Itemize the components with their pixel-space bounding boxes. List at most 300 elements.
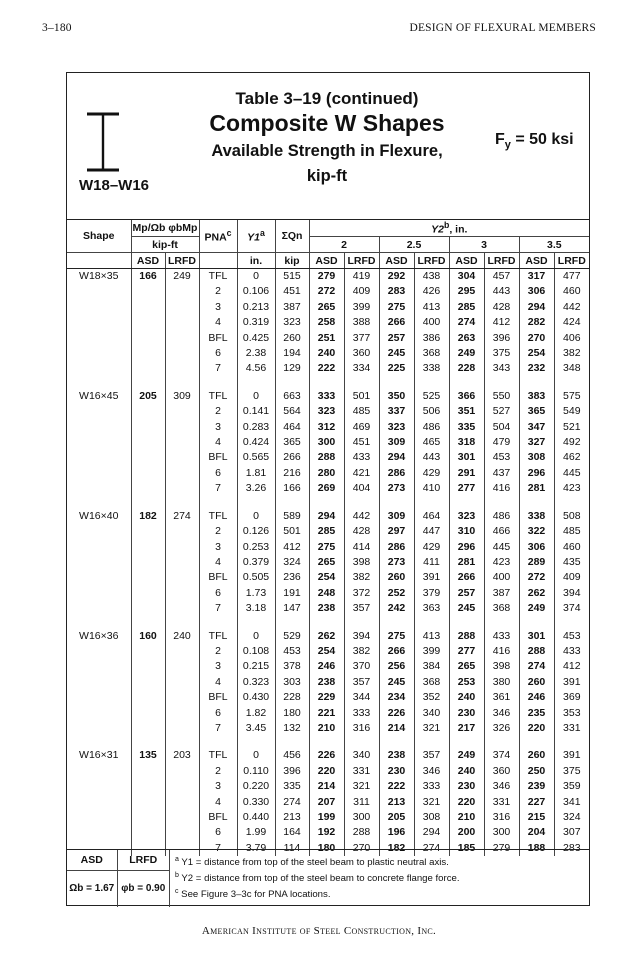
lrfd-value-cell: 428 <box>484 300 519 315</box>
y1-cell: 0.319 <box>237 315 275 330</box>
sumq-cell: 266 <box>275 450 309 465</box>
mp-asd-cell <box>131 779 165 794</box>
lrfd-value-cell: 485 <box>344 404 379 419</box>
asd-value-cell: 297 <box>379 524 414 539</box>
lrfd-value-cell: 443 <box>414 450 449 465</box>
sumq-cell: 132 <box>275 721 309 736</box>
shape-cell: W16×45 <box>79 389 119 402</box>
asd-value-cell: 230 <box>379 764 414 779</box>
mp-asd-cell <box>131 764 165 779</box>
sumq-cell: 216 <box>275 466 309 481</box>
shape-cell <box>67 810 131 825</box>
asd-value-cell: 350 <box>379 389 414 404</box>
y1-cell: 0.141 <box>237 404 275 419</box>
sumq-cell: 166 <box>275 481 309 496</box>
kip-header: kip <box>275 253 309 269</box>
table-row <box>67 435 589 450</box>
asd-value-cell: 222 <box>379 779 414 794</box>
mp-lrfd-cell <box>165 466 199 481</box>
y2-header: Y2$^b$, in. <box>309 220 589 237</box>
lrfd-value-cell: 412 <box>484 315 519 330</box>
lrfd-value-cell: 283 <box>554 841 589 856</box>
asd-header: ASD <box>379 253 414 269</box>
pna-cell: 6 <box>199 706 237 721</box>
table-row <box>67 509 589 524</box>
asd-value-cell: 214 <box>309 779 344 794</box>
mp-asd-cell <box>131 331 165 346</box>
fn-lrfd: LRFD <box>129 854 158 866</box>
lrfd-value-cell: 398 <box>344 555 379 570</box>
lrfd-value-cell: 316 <box>344 721 379 736</box>
y2-2-header: 2 <box>309 237 379 253</box>
sumq-cell: 451 <box>275 284 309 299</box>
lrfd-value-cell: 380 <box>484 675 519 690</box>
asd-value-cell: 222 <box>309 361 344 376</box>
shape-cell <box>67 331 131 346</box>
asd-value-cell: 240 <box>449 690 484 705</box>
pna-cell: 4 <box>199 435 237 450</box>
sumq-cell: 564 <box>275 404 309 419</box>
sumq-cell: 412 <box>275 540 309 555</box>
lrfd-value-cell: 411 <box>414 555 449 570</box>
lrfd-value-cell: 416 <box>484 481 519 496</box>
mp-lrfd-cell <box>165 764 199 779</box>
sumq-cell: 194 <box>275 346 309 361</box>
lrfd-value-cell: 479 <box>484 435 519 450</box>
mp-lrfd-cell: 309 <box>165 389 199 404</box>
lrfd-value-cell: 550 <box>484 389 519 404</box>
asd-value-cell: 245 <box>449 601 484 616</box>
asd-value-cell: 366 <box>449 389 484 404</box>
lrfd-value-cell: 485 <box>554 524 589 539</box>
pna-cell: 2 <box>199 644 237 659</box>
lrfd-value-cell: 369 <box>554 690 589 705</box>
lrfd-value-cell: 464 <box>414 509 449 524</box>
asd-value-cell: 312 <box>309 420 344 435</box>
sumq-cell: 589 <box>275 509 309 524</box>
y1-cell: 2.38 <box>237 346 275 361</box>
lrfd-value-cell: 344 <box>344 690 379 705</box>
asd-value-cell: 200 <box>449 825 484 840</box>
shape-cell: W18×35 <box>79 270 119 282</box>
shape-cell <box>67 435 131 450</box>
asd-value-cell: 249 <box>449 346 484 361</box>
table-title <box>177 89 477 187</box>
shape-cell <box>67 555 131 570</box>
table-heading: Composite W Shapes <box>209 110 445 136</box>
asd-value-cell: 291 <box>449 466 484 481</box>
mp-asd-cell <box>131 284 165 299</box>
lrfd-value-cell: 445 <box>554 466 589 481</box>
asd-value-cell: 226 <box>379 706 414 721</box>
table-row <box>67 524 589 539</box>
lrfd-value-cell: 504 <box>484 420 519 435</box>
lrfd-value-cell: 363 <box>414 601 449 616</box>
asd-value-cell: 327 <box>519 435 554 450</box>
asd-value-cell: 226 <box>309 748 344 763</box>
lrfd-value-cell: 346 <box>414 764 449 779</box>
footnote-b: $^b$ Y2 = distance from top of the steel beam to concrete flange force. <box>175 872 460 885</box>
lrfd-value-cell: 447 <box>414 524 449 539</box>
lrfd-value-cell: 445 <box>484 540 519 555</box>
y1-cell: 0.330 <box>237 795 275 810</box>
asd-value-cell: 249 <box>519 601 554 616</box>
asd-header: ASD <box>309 253 344 269</box>
mp-asd-cell <box>131 420 165 435</box>
y1-cell: 0.424 <box>237 435 275 450</box>
lrfd-value-cell: 288 <box>344 825 379 840</box>
y1-cell: 0.126 <box>237 524 275 539</box>
lrfd-value-cell: 428 <box>344 524 379 539</box>
asd-value-cell: 257 <box>449 586 484 601</box>
sumq-cell: 456 <box>275 748 309 763</box>
shape-cell <box>67 346 131 361</box>
y1-cell: 0 <box>237 629 275 644</box>
table-row <box>67 420 589 435</box>
sumq-cell: 529 <box>275 629 309 644</box>
mp-asd-cell <box>131 540 165 555</box>
mp-lrfd-cell <box>165 361 199 376</box>
shape-cell: W16×36 <box>79 629 119 642</box>
lrfd-value-cell: 374 <box>554 601 589 616</box>
sumq-cell: 387 <box>275 300 309 315</box>
lrfd-value-cell: 412 <box>554 659 589 674</box>
table-row <box>67 779 589 794</box>
asd-value-cell: 288 <box>519 644 554 659</box>
asd-value-cell: 272 <box>519 570 554 585</box>
lrfd-value-cell: 333 <box>414 779 449 794</box>
lrfd-value-cell: 326 <box>484 721 519 736</box>
phi-value: φb = 0.90 <box>121 883 166 894</box>
mp-asd-cell <box>131 481 165 496</box>
mp-asd-cell <box>131 810 165 825</box>
table-row <box>67 466 589 481</box>
section-title: DESIGN OF FLEXURAL MEMBERS <box>409 22 596 34</box>
table-row <box>67 629 589 644</box>
lrfd-value-cell: 368 <box>414 675 449 690</box>
lrfd-value-cell: 398 <box>484 659 519 674</box>
y1-cell: 0.430 <box>237 690 275 705</box>
mp-lrfd-cell <box>165 315 199 330</box>
lrfd-value-cell: 307 <box>554 825 589 840</box>
lrfd-value-cell: 375 <box>554 764 589 779</box>
asd-value-cell: 188 <box>519 841 554 856</box>
lrfd-value-cell: 387 <box>484 586 519 601</box>
asd-value-cell: 258 <box>309 315 344 330</box>
footnote-c: $^c$ See Figure 3–3c for PNA locations. <box>175 888 331 901</box>
sumq-cell: 378 <box>275 659 309 674</box>
lrfd-value-cell: 300 <box>484 825 519 840</box>
asd-value-cell: 262 <box>519 586 554 601</box>
mp-asd-cell <box>131 524 165 539</box>
y1-cell: 1.99 <box>237 825 275 840</box>
lrfd-value-cell: 368 <box>484 601 519 616</box>
sumq-cell: 464 <box>275 420 309 435</box>
shape-cell <box>67 601 131 616</box>
lrfd-value-cell: 433 <box>484 629 519 644</box>
table-row <box>67 675 589 690</box>
asd-value-cell: 283 <box>379 284 414 299</box>
mp-asd-cell <box>131 300 165 315</box>
lrfd-value-cell: 423 <box>484 555 519 570</box>
y1-cell: 0 <box>237 269 275 285</box>
asd-value-cell: 282 <box>519 315 554 330</box>
y2-35-header: 3.5 <box>519 237 589 253</box>
lrfd-value-cell: 377 <box>344 331 379 346</box>
pna-cell: 4 <box>199 555 237 570</box>
lrfd-value-cell: 357 <box>414 748 449 763</box>
asd-value-cell: 185 <box>449 841 484 856</box>
table-row <box>67 300 589 315</box>
lrfd-value-cell: 442 <box>554 300 589 315</box>
table-row <box>67 721 589 736</box>
table-row <box>67 810 589 825</box>
mp-lrfd-cell <box>165 570 199 585</box>
asd-header: ASD <box>519 253 554 269</box>
pna-cell: 4 <box>199 795 237 810</box>
asd-value-cell: 318 <box>449 435 484 450</box>
mp-lrfd-cell <box>165 555 199 570</box>
asd-value-cell: 295 <box>449 284 484 299</box>
sumq-cell: 324 <box>275 555 309 570</box>
shape-cell <box>67 644 131 659</box>
table-row <box>67 706 589 721</box>
mp-asd-cell <box>131 404 165 419</box>
shape-cell <box>67 795 131 810</box>
lrfd-value-cell: 429 <box>414 466 449 481</box>
mp-lrfd-cell <box>165 450 199 465</box>
asd-value-cell: 180 <box>309 841 344 856</box>
asd-value-cell: 279 <box>309 269 344 285</box>
mp-lrfd-cell <box>165 481 199 496</box>
lrfd-value-cell: 527 <box>484 404 519 419</box>
mp-lrfd-cell <box>165 690 199 705</box>
table-row <box>67 284 589 299</box>
lrfd-value-cell: 400 <box>414 315 449 330</box>
pna-cell: 6 <box>199 466 237 481</box>
table-row <box>67 795 589 810</box>
lrfd-value-cell: 413 <box>414 629 449 644</box>
asd-value-cell: 365 <box>519 404 554 419</box>
lrfd-value-cell: 321 <box>344 779 379 794</box>
y1-cell: 0.283 <box>237 420 275 435</box>
asd-value-cell: 253 <box>449 675 484 690</box>
asd-value-cell: 238 <box>309 601 344 616</box>
asd-value-cell: 205 <box>379 810 414 825</box>
shape-cell <box>67 315 131 330</box>
lrfd-value-cell: 374 <box>484 748 519 763</box>
lrfd-value-cell: 316 <box>484 810 519 825</box>
sumq-header: ΣQn <box>275 220 309 253</box>
lrfd-value-cell: 433 <box>554 644 589 659</box>
mp-asd-cell <box>131 361 165 376</box>
table-body <box>67 269 589 857</box>
asd-header: ASD <box>131 253 165 269</box>
y1-cell: 0.440 <box>237 810 275 825</box>
y1-cell: 4.56 <box>237 361 275 376</box>
pna-cell: 4 <box>199 315 237 330</box>
asd-value-cell: 215 <box>519 810 554 825</box>
lrfd-value-cell: 477 <box>554 269 589 285</box>
asd-value-cell: 220 <box>309 764 344 779</box>
shape-cell <box>67 675 131 690</box>
shape-cell <box>67 659 131 674</box>
asd-value-cell: 292 <box>379 269 414 285</box>
table-row <box>67 644 589 659</box>
pna-cell: BFL <box>199 450 237 465</box>
lrfd-value-cell: 433 <box>344 450 379 465</box>
asd-value-cell: 294 <box>309 509 344 524</box>
lrfd-value-cell: 341 <box>554 795 589 810</box>
asd-value-cell: 230 <box>449 706 484 721</box>
shape-col-header: Shape <box>67 220 131 253</box>
asd-value-cell: 308 <box>519 450 554 465</box>
asd-value-cell: 228 <box>449 361 484 376</box>
asd-value-cell: 234 <box>379 690 414 705</box>
asd-value-cell: 204 <box>519 825 554 840</box>
asd-value-cell: 294 <box>379 450 414 465</box>
sumq-cell: 515 <box>275 269 309 285</box>
sumq-cell: 213 <box>275 810 309 825</box>
asd-value-cell: 251 <box>309 331 344 346</box>
asd-value-cell: 323 <box>449 509 484 524</box>
y1-cell: 1.82 <box>237 706 275 721</box>
mp-asd-cell <box>131 315 165 330</box>
asd-value-cell: 304 <box>449 269 484 285</box>
asd-value-cell: 275 <box>379 629 414 644</box>
lrfd-value-cell: 331 <box>344 764 379 779</box>
lrfd-value-cell: 404 <box>344 481 379 496</box>
y1-cell: 0.565 <box>237 450 275 465</box>
y1-cell: 0.110 <box>237 764 275 779</box>
y2-3-header: 3 <box>449 237 519 253</box>
sumq-cell: 663 <box>275 389 309 404</box>
asd-value-cell: 281 <box>519 481 554 496</box>
table-row <box>67 659 589 674</box>
asd-value-cell: 272 <box>309 284 344 299</box>
pna-cell: 3 <box>199 659 237 674</box>
lrfd-value-cell: 419 <box>344 269 379 285</box>
asd-value-cell: 213 <box>379 795 414 810</box>
asd-value-cell: 229 <box>309 690 344 705</box>
pna-cell: 2 <box>199 284 237 299</box>
y1-cell: 0.213 <box>237 300 275 315</box>
asd-value-cell: 254 <box>519 346 554 361</box>
lrfd-value-cell: 451 <box>344 435 379 450</box>
lrfd-value-cell: 396 <box>484 331 519 346</box>
lrfd-value-cell: 486 <box>484 509 519 524</box>
shape-cell <box>67 361 131 376</box>
shape-cell <box>67 524 131 539</box>
asd-value-cell: 230 <box>449 779 484 794</box>
asd-value-cell: 196 <box>379 825 414 840</box>
asd-value-cell: 238 <box>379 748 414 763</box>
sumq-cell: 274 <box>275 795 309 810</box>
asd-value-cell: 260 <box>379 570 414 585</box>
asd-value-cell: 285 <box>449 300 484 315</box>
lrfd-value-cell: 423 <box>554 481 589 496</box>
table-row <box>67 481 589 496</box>
kipft-header: kip-ft <box>131 237 199 253</box>
mp-asd-cell: 135 <box>131 748 165 763</box>
table-row <box>67 450 589 465</box>
lrfd-value-cell: 399 <box>414 644 449 659</box>
mp-lrfd-cell <box>165 675 199 690</box>
mp-asd-cell <box>131 435 165 450</box>
mp-lrfd-cell <box>165 721 199 736</box>
pna-cell: 7 <box>199 361 237 376</box>
y1-cell: 3.18 <box>237 601 275 616</box>
asd-value-cell: 262 <box>309 629 344 644</box>
y1-cell: 0 <box>237 509 275 524</box>
asd-value-cell: 182 <box>379 841 414 856</box>
asd-value-cell: 309 <box>379 435 414 450</box>
y2-25-header: 2.5 <box>379 237 449 253</box>
table-row <box>67 764 589 779</box>
yield-strength: $F_y = 50$ ksi <box>495 131 574 152</box>
sumq-cell: 335 <box>275 779 309 794</box>
sumq-cell: 236 <box>275 570 309 585</box>
mp-asd-cell <box>131 795 165 810</box>
group-spacer <box>67 617 589 629</box>
asd-value-cell: 275 <box>309 540 344 555</box>
lrfd-value-cell: 331 <box>554 721 589 736</box>
asd-value-cell: 210 <box>309 721 344 736</box>
lrfd-value-cell: 399 <box>344 300 379 315</box>
lrfd-value-cell: 274 <box>414 841 449 856</box>
mp-asd-cell <box>131 721 165 736</box>
y1-cell: 3.26 <box>237 481 275 496</box>
asd-value-cell: 323 <box>379 420 414 435</box>
lrfd-value-cell: 453 <box>554 629 589 644</box>
asd-value-cell: 214 <box>379 721 414 736</box>
lrfd-value-cell: 368 <box>414 346 449 361</box>
asd-value-cell: 266 <box>379 644 414 659</box>
asd-value-cell: 235 <box>519 706 554 721</box>
asd-value-cell: 296 <box>519 466 554 481</box>
mp-lrfd-cell: 249 <box>165 269 199 285</box>
shape-cell <box>67 450 131 465</box>
lrfd-value-cell: 549 <box>554 404 589 419</box>
asd-value-cell: 273 <box>379 555 414 570</box>
pna-cell: 3 <box>199 420 237 435</box>
mp-lrfd-cell: 274 <box>165 509 199 524</box>
pna-header: PNA$^c$ <box>199 220 237 253</box>
y1-cell: 1.73 <box>237 586 275 601</box>
blank-header <box>199 253 237 269</box>
lrfd-value-cell: 379 <box>414 586 449 601</box>
asd-value-cell: 248 <box>309 586 344 601</box>
pna-cell: TFL <box>199 389 237 404</box>
y1-cell: 0.108 <box>237 644 275 659</box>
asd-value-cell: 383 <box>519 389 554 404</box>
asd-value-cell: 337 <box>379 404 414 419</box>
pna-cell: 3 <box>199 300 237 315</box>
mp-asd-cell <box>131 586 165 601</box>
sumq-cell: 323 <box>275 315 309 330</box>
sumq-cell: 365 <box>275 435 309 450</box>
lrfd-header: LRFD <box>165 253 199 269</box>
asd-value-cell: 265 <box>309 300 344 315</box>
asd-value-cell: 322 <box>519 524 554 539</box>
table-row <box>67 586 589 601</box>
sumq-cell: 129 <box>275 361 309 376</box>
lrfd-value-cell: 414 <box>344 540 379 555</box>
asd-value-cell: 270 <box>519 331 554 346</box>
table-row <box>67 404 589 419</box>
pna-cell: 3 <box>199 540 237 555</box>
lrfd-value-cell: 353 <box>554 706 589 721</box>
